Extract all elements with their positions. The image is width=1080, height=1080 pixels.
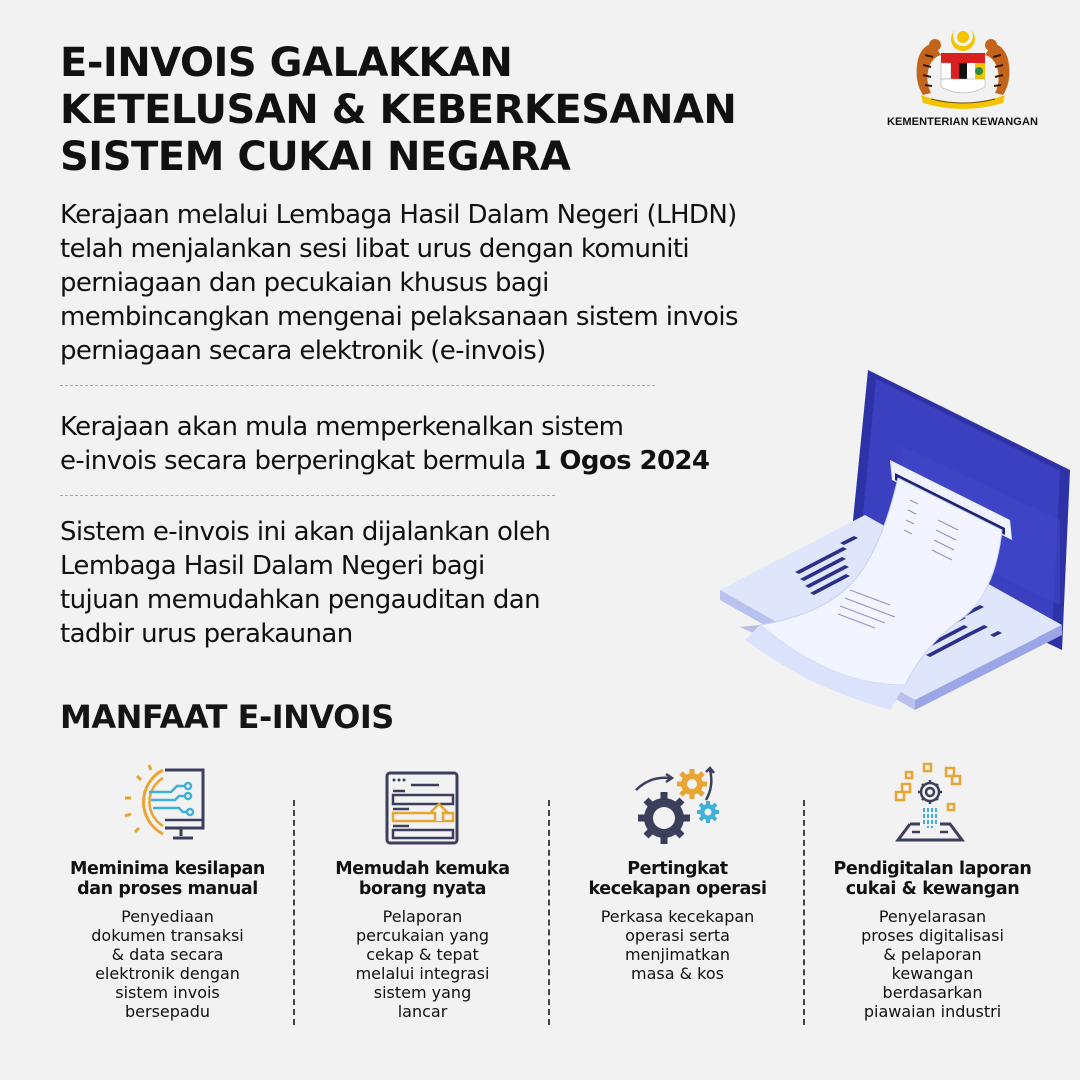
page-title [60,40,820,181]
malaysia-coat-of-arms-icon [903,25,1023,110]
title-line-3: SISTEM CUKAI NEGARA [60,134,571,180]
text-line: melalui integrasi [355,964,490,983]
text-line: tadbir urus perakaunan [60,619,353,649]
text-fragment: e-invois secara berperingkat bermula [60,446,534,476]
text-line: Memudah kemuka [335,859,510,879]
text-line: proses digitalisasi [861,926,1004,945]
text-line: Penyediaan [121,907,214,926]
dashed-divider [60,385,655,386]
benefits-heading: MANFAAT E-INVOIS [60,698,394,736]
benefit-card [805,755,1060,1045]
benefit-title [834,859,1032,899]
text-line: cukai & kewangan [845,879,1020,899]
text-line: telah menjalankan sesi libat urus dengan komuniti [60,234,690,264]
benefit-title [588,859,766,899]
text-line: Kerajaan akan mula memperkenalkan sistem [60,412,624,442]
text-line: Pelaporan [382,907,463,926]
text-line: percukaian yang [356,926,489,945]
ministry-logo [865,25,1060,140]
text-line: berdasarkan [882,983,983,1002]
text-line: masa & kos [631,964,724,983]
text-line: piawaian industri [863,1002,1002,1021]
text-line: lancar [397,1002,448,1021]
text-line: kewangan [891,964,974,983]
text-line: membincangkan mengenai pelaksanaan sistem invois [60,302,738,332]
intro-paragraph-2 [60,410,709,478]
text-line: kecekapan operasi [588,879,767,899]
text-line [60,444,709,478]
text-line: Pertingkat [627,859,728,879]
text-line: sistem invois [115,983,220,1002]
form-upload-icon [383,755,463,847]
text-line: sistem yang [373,983,472,1002]
benefit-card [550,755,805,1045]
benefits-grid [40,755,1060,1045]
text-line: perniagaan dan pecukaian khusus bagi [60,268,549,298]
text-line: Perkasa kecekapan [600,907,755,926]
text-line: elektronik dengan [95,964,240,983]
intro-paragraph-1 [60,198,738,368]
digital-tablet-gear-icon [890,755,975,847]
text-line: dan proses manual [77,879,258,899]
benefit-card [295,755,550,1045]
text-line: bersepadu [124,1002,210,1021]
text-line: & data secara [111,945,224,964]
benefit-title [335,859,509,899]
intro-paragraph-3 [60,515,550,651]
gear-monitor-circuit-icon [123,755,213,847]
text-line: operasi serta [625,926,730,945]
text-line: menjimatkan [624,945,731,964]
text-line: dokumen transaksi [91,926,244,945]
dashed-divider [60,495,555,496]
launch-date: 1 Ogos 2024 [533,446,710,476]
title-line-1: E-INVOIS GALAKKAN [60,40,513,86]
text-line: cekap & tepat [366,945,479,964]
text-line: borang nyata [358,879,487,899]
text-line: & pelaporan [883,945,982,964]
text-line: Penyelarasan [878,907,987,926]
benefit-card [40,755,295,1045]
text-line: Meminima kesilapan [70,859,265,879]
text-line: Lembaga Hasil Dalam Negeri bagi [60,551,485,581]
benefit-title [70,859,265,899]
gears-cycle-icon [630,755,725,847]
text-line: Pendigitalan laporan [833,859,1032,879]
title-line-2: KETELUSAN & KEBERKESANAN [60,87,737,133]
text-line: Kerajaan melalui Lembaga Hasil Dalam Negeri (LHDN) [60,200,737,230]
laptop-receipt-illustration [700,365,1080,725]
text-line: tujuan memudahkan pengauditan dan [60,585,540,615]
text-line: perniagaan secara elektronik (e-invois) [60,336,546,366]
text-line: Sistem e-invois ini akan dijalankan oleh [60,517,551,547]
ministry-name: KEMENTERIAN KEWANGAN [886,116,1039,128]
